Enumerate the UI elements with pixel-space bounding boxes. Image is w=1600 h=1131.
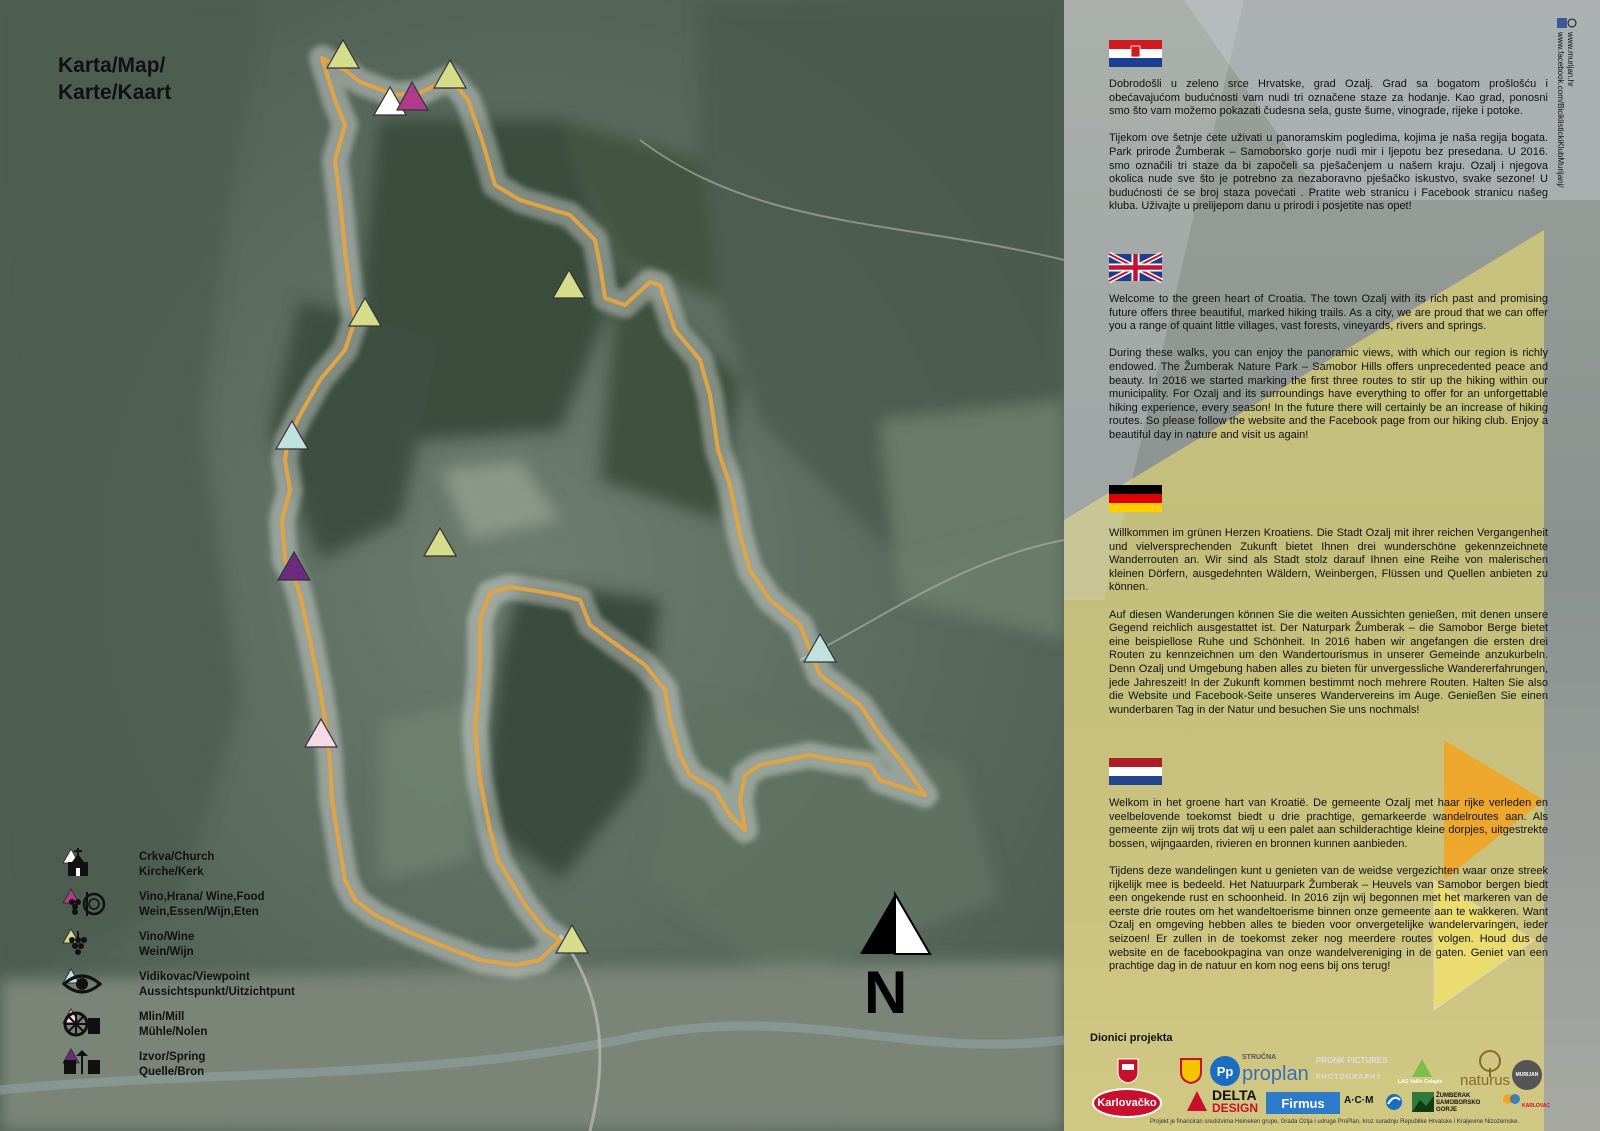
legend-label: Mlin/Mill Mühle/Nolen — [139, 1011, 208, 1038]
text-croatian — [1109, 78, 1548, 228]
info-panel — [1064, 0, 1600, 1131]
paragraph: Tijdens deze wandelingen kunt u genieten van de weidse vergezichten waar onze streek rijkelijk mee is bedeeld. Het Natuurpark Žumberak – Heuvels van Samobor bergen biedt een ongekende rust en schoonheid. In 2016 zijn wij begonnen met het markeren van de eerste drie routes om het wandeltoerisme binnen onze gemeente aan te wakkeren. Want Ozalj en omgeving hebben alles te bieden voor onvergetelijke wandelervaringen, ieder seizoen! Er zullen in de toekomst zeker nog meerdere routes volgen. Houd dus de website en de facebookpagina van onze wandelvereniging in de gaten. Geniet van een prachtige dag in de natuur en kom nog eens bij ons terug! — [1109, 864, 1548, 973]
church-icon — [62, 848, 106, 880]
map-title: Karta/Map/ Karte/Kaart — [58, 54, 172, 104]
legend-item-church — [62, 848, 362, 886]
legend-label: Vino,Hrana/ Wine,Food Wein,Essen/Wijn,Eten — [139, 891, 265, 918]
legend-item-wine — [62, 928, 362, 966]
eye-icon — [62, 968, 106, 1000]
facebook-link[interactable]: www.facebook.com/BiciklistickiKlubMurijanj/ — [1556, 32, 1565, 188]
pronk-subtitle: PHOTOGRAPHY — [1316, 1073, 1382, 1081]
paragraph: Welkom in het groene hart van Kroatië. De gemeente Ozalj met haar rijke verleden en veelbelovende toekomst biedt u drie prachtige, gemarkeerde wandelroutes aan. Als gemeente zijn wij trots dat wij u een palet aan schilderachtige kleine dorpjes, uitgestrekte bossen, wijngaarden, rivieren en bronnen kunnen aanbieden. — [1109, 797, 1548, 850]
funding-footnote: Projekt je financiran sredstvima Heineken grupe, Grada Ozlja i udruge ProPlan, kroz suradnju Republike Hrvatske i Kraljevine Nizozemske. — [1150, 1119, 1520, 1125]
grapes-icon — [62, 928, 106, 960]
murijan-logo: MURIJAN — [1512, 1060, 1542, 1090]
north-label: N — [864, 959, 908, 1026]
zumberak-logo: ŽUMBERAK SAMOBORSKO GORJE — [1436, 1092, 1481, 1113]
legend-label: Crkva/Church Kirche/Kerk — [139, 851, 215, 878]
spring-icon — [62, 1048, 106, 1080]
delta-logo: DELTA — [1212, 1087, 1257, 1103]
paragraph: During these walks, you can enjoy the panoramic views, with which our region is richly endowed. The Žumberak Nature Park – Samobor Hills offers unprecedented peace and beauty. In 2016 we started marking the first three routes to stir up the hiking within our municipality. For Ozalj and its surroundings have everything to offer for an unforgettable hiking experience, every season! In the future there will certainly be an increase of hiking routes. So please follow the website and the Facebook page from our hiking club. Enjoy a beautiful day in nature and visit us again! — [1109, 347, 1548, 441]
legend-item-viewpoint — [62, 968, 362, 1006]
proplan-logo: proplan — [1242, 1062, 1309, 1085]
legend-label: Vino/Wine Wein/Wijn — [139, 931, 195, 958]
zumberak-icon — [1412, 1092, 1434, 1112]
legend-item-wine-food — [62, 888, 362, 926]
paragraph: Welcome to the green heart of Croatia. The town Ozalj with its rich past and promising future offers three beautiful, marked hiking trails. As a city, we are proud that we can offer you a range of quaint little villages, vast forests, vineyards, rivers and springs. — [1109, 293, 1548, 333]
proplan-subtitle: STRUČNA — [1242, 1053, 1277, 1061]
text-dutch — [1109, 797, 1548, 987]
text-german — [1109, 527, 1548, 731]
acm-logo: A·C·M — [1344, 1094, 1374, 1106]
mill-icon — [62, 1008, 106, 1040]
naturus-logo: naturus — [1460, 1071, 1511, 1089]
dutch-flag — [1109, 758, 1162, 785]
legend-item-mill — [62, 1008, 362, 1046]
contact-links — [1556, 18, 1575, 258]
german-flag — [1109, 485, 1162, 512]
crest-logo — [1117, 1058, 1139, 1084]
wine-food-icon — [62, 888, 106, 920]
contact-links-text — [1556, 18, 1575, 258]
north-arrow-icon — [858, 892, 932, 958]
swirl-logo — [1384, 1092, 1404, 1112]
legend-label: Vidikovac/Viewpoint Aussichtspunkt/Uitzichtpunt — [139, 971, 295, 998]
legend-item-spring — [62, 1048, 362, 1086]
uk-flag — [1109, 254, 1162, 281]
paragraph: Tijekom ove šetnje ćete uživati u panoramskim pogledima, kojima je naša regija bogata. Park prirode Žumberak – Samoborsko gorje nudi mir i ljepotu bez presedana. U 2016. smo označili tri staze da bi započeli sa pješačenjem u našem kraju. Ozalj i njegova okolica nude sve što je potrebno za nezaboravno pješačko iskustvo, svake sezone! U budućnosti će se broj staza povećati . Pratite web stranicu i Facebook stranicu našeg kluba. Uživajte u prelijepom danu u prirodi i posjetite nas opet! — [1109, 132, 1548, 213]
paragraph: Auf diesen Wanderungen können Sie die weiten Aussichten genießen, mit denen unsere Gegend reichlich ausgestattet ist. Der Naturpark Žumberak – die Samobor Berge bietet eine beispiellose Ruhe und Schönheit. In 2016 haben wir angefangen die ersten drei Routen zu kennzeichnen um den Wandertourismus in unserer Gemeinde anzukurbeln. Denn Ozalj und Umgebung haben alles zu bieten für unvergessliche Wandererfahrungen, jede Jahreszeit! In der Zukunft kommen bestimmt noch mehrere Routen. Halten Sie also die Website und Facebook-Seite unseres Wandervereins im Auge. Genießen Sie einen wunderbaren Tag in der Natur und besuchen Sie uns nochmals! — [1109, 608, 1548, 716]
delta-subtitle: DESIGN — [1212, 1101, 1259, 1115]
paragraph: Willkommen im grünen Herzen Kroatiens. Die Stadt Ozalj mit ihrer reichen Vergangenheit und vielversprechenden Zukunft bietet Ihnen drei wunderschöne gekennzeichnete Wanderrouten an. Wir sind als Stadt stolz darauf Ihnen eine Reihe von malerischen kleinen Dörfern, ausgedehnten Wäldern, Weinbergen, Flüssen und Quellen anbieten zu können. — [1109, 527, 1548, 594]
lag-logo: LAG Vallis Colapis — [1398, 1079, 1443, 1085]
map-legend — [62, 848, 362, 1088]
karlovac-logo: KARLOVAC — [1522, 1103, 1550, 1109]
website-link[interactable]: www.murijan.hr — [1566, 32, 1575, 87]
facebook-icon — [1557, 18, 1567, 28]
delta-icon — [1186, 1090, 1208, 1112]
proplan-circle-logo: Pp — [1210, 1056, 1240, 1086]
karlovac-icon — [1500, 1090, 1522, 1108]
legend-label: Izvor/Spring Quelle/Bron — [139, 1051, 206, 1078]
paragraph: Dobrodošli u zeleno srce Hrvatske, grad Ozalj. Grad sa bogatom prošlošću i obećavajućom budućnosti vam nudi tri označene staze za hodanje. Kao grad, ponosni smo što vam možemo pokazati čudesna sela, guste šume, vinograde, rijeke i potoke. — [1109, 78, 1548, 118]
croatian-flag — [1109, 40, 1162, 67]
firmus-logo: Firmus — [1266, 1092, 1340, 1114]
partners-title: Dionici projekta — [1090, 1032, 1173, 1044]
pronk-logo: PRONK PICTURES — [1316, 1055, 1388, 1065]
north-arrow — [858, 892, 932, 1032]
ozalj-crest-logo — [1180, 1058, 1202, 1084]
lag-icon — [1410, 1058, 1434, 1078]
karlovacko-logo: Karlovačko — [1092, 1088, 1162, 1118]
text-english — [1109, 293, 1548, 456]
